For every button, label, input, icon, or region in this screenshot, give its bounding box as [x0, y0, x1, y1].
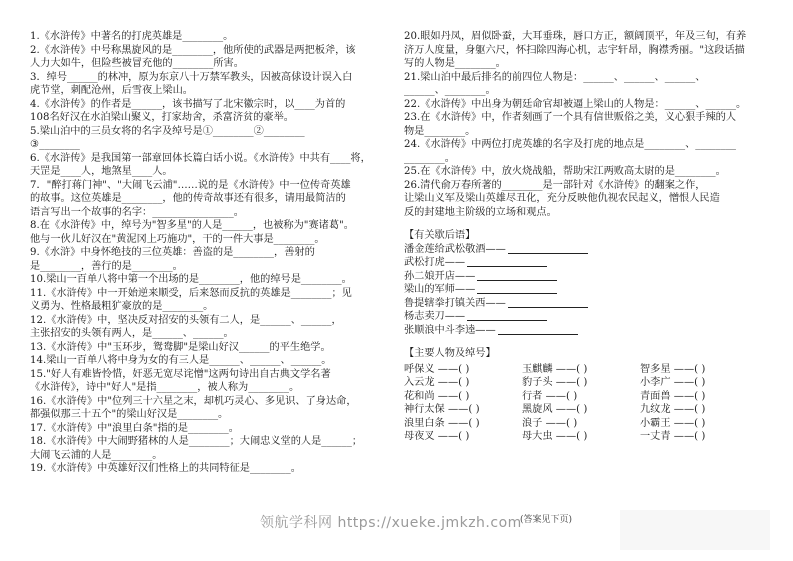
- question-line: 14.梁山一百单八将中身为女的有三人是______、______、______。: [30, 355, 332, 366]
- song-item: [404, 243, 766, 257]
- character-nickname: 入云龙 ——( ): [404, 377, 470, 388]
- answer-blank: [467, 256, 547, 267]
- question-line: ③________: [30, 139, 80, 150]
- question-line: 让梁山义军及梁山英雄尽丑化，充分反映他仇视农民起义，憎恨人民造: [404, 193, 720, 204]
- question-line: 虎节堂，刺配沧州，后雪夜上梁山。: [30, 85, 193, 96]
- question-line: 10.梁山一百单八将中第一个出场的是________，他的绰号是________。: [30, 274, 352, 285]
- character-nickname: 呼保义 ——( ): [404, 363, 470, 375]
- character-nickname: 豹子头 ——( ): [522, 377, 588, 388]
- question-line: 15."好人有难皆怜惜，奸恶无宽尽诧憎"这两句诗出自古典文学名著: [30, 368, 331, 380]
- question-line: 19.《水浒传》中英雄好汉们性格上的共同特征是________。: [30, 463, 301, 474]
- question-line: 18.《水浒传》中大闹野猪林的人是________；大闹忠义堂的人是______；: [30, 436, 363, 447]
- question-line: 1.《水浒传》中著名的打虎英雄是________。: [30, 31, 234, 42]
- right-question-list: [404, 30, 766, 219]
- question-line: 主张招安的头领有两人，是______、______。: [30, 328, 234, 339]
- question-line: 物是________。: [404, 125, 476, 137]
- question-line: 13.《水浒传》中"玉环步，鸳鸯脚"是梁山好汉______的平生绝学。: [30, 341, 331, 353]
- scan-smudge: [620, 510, 770, 550]
- question-line: 9.《水浒》中身怀绝技的三位英雄：善盗的是________，善射的: [30, 247, 315, 258]
- character-nickname: 一丈青 ——( ): [640, 431, 706, 442]
- watermark-text: 领航学科网 https://xueke.jmkzh.com: [260, 515, 522, 531]
- song-text: 张顺浪中斗李逵——: [404, 324, 496, 336]
- question-line: 6.《水浒传》是我国第一部章回体长篇白话小说。《水浒传》中共有____将，: [30, 152, 371, 164]
- song-item: [404, 310, 766, 324]
- question-line: 5.梁山泊中的三员女将的名字及绰号是①________②________: [30, 125, 305, 137]
- character-nickname: 行者 ——( ): [522, 390, 578, 402]
- question-line: 的故事。这位英雄是________，他的传奇故事还有很多，请用最简洁的: [30, 193, 346, 204]
- question-line: 《水浒传》，诗中"好人"是指________，被人称为________。: [30, 382, 300, 393]
- question-line: 24.《水浒传》中两位打虎英雄的名字及打虎的地点是________、________: [404, 139, 737, 150]
- question-line: 11.《水浒传》中一开始逆来顺受，后来怒而反抗的英雄是________；见: [30, 287, 352, 299]
- songs-list: [404, 243, 766, 338]
- character-nickname: 花和尚 ——( ): [404, 390, 470, 402]
- question-line: 都强似那三十五个"的梁山好汉是________。: [30, 409, 229, 420]
- song-text: 梁山的军师——: [404, 284, 476, 295]
- question-line: 2.《水浒传》中号称黑旋风的是________，他所使的武器是两把板斧，该: [30, 44, 356, 56]
- question-line: 天罡是____人，地煞星____人。: [30, 166, 173, 177]
- character-nickname: 母大虫 ——( ): [522, 431, 588, 442]
- character-nickname: 母夜叉 ——( ): [404, 431, 470, 442]
- question-line: 济万人度量，身躯六尺，怀扫除四海心机，志宇轩昂，胸襟秀丽。"这段话描: [404, 44, 745, 56]
- question-line: 语言写出一个故事的名字：________________。: [30, 206, 244, 218]
- question-line: 是________，善行的是________。: [30, 260, 183, 272]
- left-column: [30, 30, 392, 476]
- question-line: 写的人物是________。: [404, 58, 506, 69]
- song-text: 杨志卖刀——: [404, 311, 466, 322]
- question-line: 17.《水浒传》中"浪里白条"指的是________。: [30, 422, 239, 434]
- answer-blank: [498, 324, 578, 335]
- answer-blank: [508, 243, 588, 254]
- song-text: 潘金莲给武松敬酒——: [404, 243, 506, 255]
- character-nickname: 青面兽 ——( ): [640, 390, 706, 402]
- answer-blank: [477, 283, 557, 294]
- characters-grid: [404, 363, 766, 444]
- song-item: [404, 270, 766, 284]
- chars-title: 【主要人物及绰号】: [404, 348, 496, 359]
- question-line: 12.《水浒传》中，坚决反对招安的头领有二人，是______、______，: [30, 314, 342, 326]
- song-item: [404, 283, 766, 297]
- character-nickname: 神行太保 ——( ): [404, 404, 480, 415]
- question-line: 大闹飞云浦的人是________。: [30, 449, 163, 461]
- song-item: [404, 256, 766, 270]
- character-nickname: 小李广 ——( ): [640, 377, 706, 388]
- character-nickname: 黑旋风 ——( ): [522, 404, 588, 415]
- song-item: [404, 324, 766, 338]
- character-nickname: 小霸王 ——( ): [640, 417, 706, 429]
- question-line: ________。: [404, 152, 455, 164]
- character-nickname: 浪子 ——( ): [522, 417, 578, 429]
- question-line: 108名好汉在水泊梁山聚义，打家劫舍，杀富济贫的豪举。: [30, 112, 294, 123]
- character-nickname: 浪里白条 ——( ): [404, 417, 480, 429]
- question-line: ______、________。: [404, 85, 496, 96]
- character-nickname: 智多星 ——( ): [640, 363, 706, 375]
- question-line: 7．"醉打蒋门神"、"大闹飞云浦"……说的是《水浒传》中一位传奇英雄: [30, 179, 351, 191]
- question-line: 16.《水浒传》中"位列三十六星之末，却机巧灵心、多见识、了身达命，: [30, 395, 357, 407]
- question-line: 21.梁山泊中最后排名的前四位人物是：______、______、______、: [404, 71, 706, 83]
- song-text: 孙二娘开店——: [404, 270, 476, 282]
- right-column: [404, 30, 766, 444]
- question-line: 他与一伙儿好汉在"黄泥冈上巧施功"，干的一件大事是________。: [30, 233, 325, 245]
- question-line: 23.在《水浒传》中，作者刻画了一个具有信世贩俗之美，义心狠手辣的人: [404, 112, 737, 123]
- question-line: 3．绰号______的林冲，原为东京八十万禁军教头，因被高俅设计误入白: [30, 71, 353, 83]
- question-line: 20.眼如丹凤，眉似卧蚕，大耳垂珠，唇口方正，额阔顶平，年及三旬，有养: [404, 31, 747, 42]
- songs-title: 【有关歇后语】: [404, 230, 476, 241]
- question-line: 义勇为、性格最粗犷豪放的是________。: [30, 301, 214, 312]
- question-line: 26.清代俞万春所著的________是一部针对《水浒传》的翻案之作，: [404, 179, 706, 191]
- song-item: [404, 297, 766, 311]
- answer-blank: [467, 310, 547, 321]
- question-line: 4.《水浒传》的作者是______，该书描写了北宋徽宗时，以____为首的: [30, 98, 346, 110]
- answer-blank: [477, 270, 557, 281]
- question-line: 8.在《水浒传》中，绰号为"智多星"的人是______，也被称为"赛诸葛"。: [30, 220, 354, 231]
- song-text: 鲁提辖拳打镇关西——: [404, 297, 506, 309]
- question-line: 25.在《水浒传》中，放火烧战船，帮助宋江两败高太尉的是________。: [404, 166, 726, 177]
- question-line: 22.《水浒传》中出身为朝廷命官却被逼上梁山的人物是：______、______。: [404, 98, 747, 110]
- question-line: 人力大如牛，但险些被冒充他的________所害。: [30, 58, 244, 69]
- character-nickname: 玉麒麟 ——( ): [522, 363, 588, 375]
- answer-note: (答案见下页): [520, 515, 573, 525]
- song-text: 武松打虎——: [404, 257, 466, 268]
- question-line: 反的封建地主阶级的立场和观点。: [404, 206, 557, 218]
- character-nickname: 九纹龙 ——( ): [640, 404, 706, 415]
- answer-blank: [508, 297, 588, 308]
